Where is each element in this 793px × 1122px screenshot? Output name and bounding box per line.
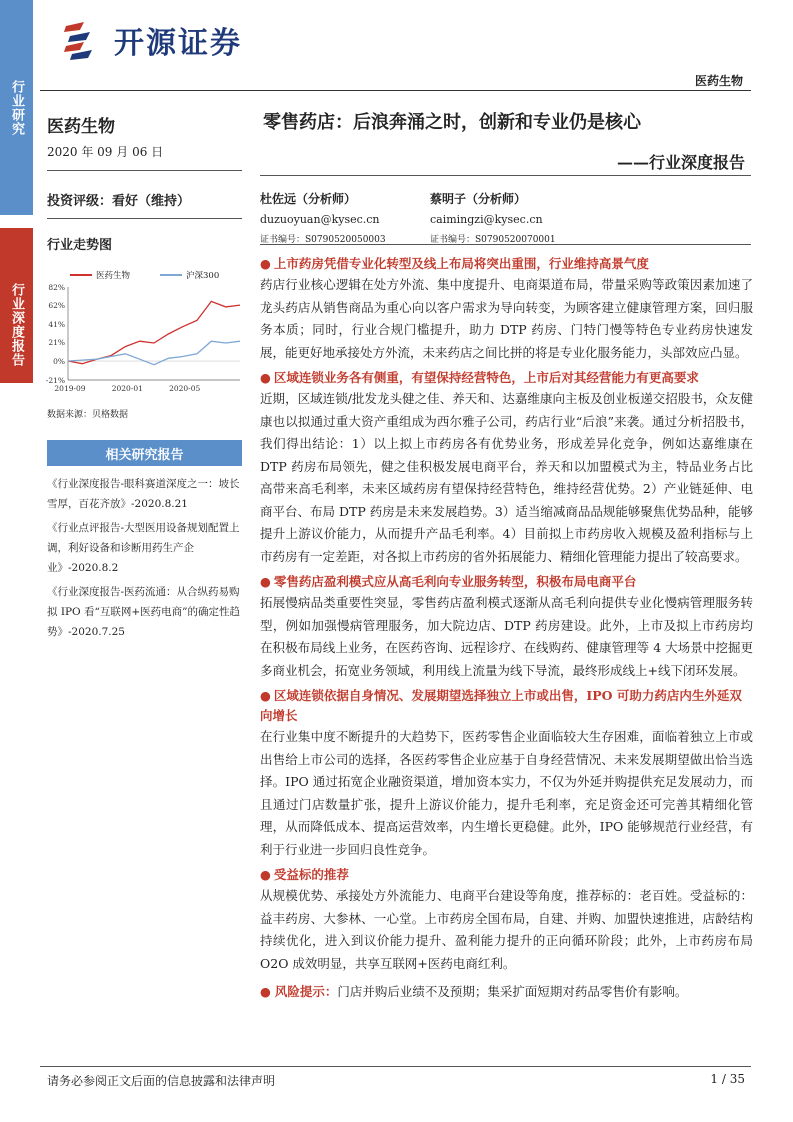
y-tick-label: 62%: [48, 301, 65, 311]
report-subtitle: ——行业深度报告: [616, 153, 745, 172]
y-tick-label: 41%: [48, 320, 65, 330]
title-divider: [260, 175, 751, 176]
section-heading: [260, 865, 753, 885]
page-number: 1 / 35: [710, 1072, 745, 1086]
section-heading: [260, 368, 753, 388]
related-report-item[interactable]: 《行业点评报告-大型医用设备规划配置上调，利好设备和诊断用药生产企业》-2020.8.2: [47, 522, 240, 574]
y-tick-label: -21%: [45, 376, 65, 385]
side-tab-label: 行业研究: [9, 80, 24, 136]
sector-title: 医药生物: [47, 117, 115, 137]
analyst-card: [260, 190, 386, 245]
x-tick-label: 2020-01: [111, 384, 143, 393]
section-heading-text: 受益标的推荐: [273, 867, 349, 882]
left-divider: [47, 218, 242, 219]
analyst-name: 蔡明子（分析师）: [430, 192, 527, 206]
trend-title: 行业走势图: [47, 238, 113, 253]
section-heading-text: 零售药店盈利模式应从高毛利向专业服务转型，积极布局电商平台: [273, 574, 637, 589]
bullet-icon: ●: [260, 688, 271, 703]
report-body: [260, 250, 753, 1004]
y-tick-label: 0%: [53, 357, 65, 367]
footer-disclaimer: 请务必参阅正文后面的信息披露和法律声明: [47, 1074, 276, 1088]
report-main-title: 零售药店：后浪奔涌之时，创新和专业仍是核心: [263, 112, 641, 133]
section-body: 在行业集中度不断提升的大趋势下，医药零售企业面临较大生存困难，面临着独立上市或出售给上市公司的选择，各医药零售企业应基于自身经营情况、未来发展期望做出恰当选择。IPO 通过拓宽企业融资渠道，增加资本实力，不仅为外延并购提供充足发展动力，而且通过门店数量扩张，提升上游议价能力，提升毛利率，充足资金还可完善其精细化管理，从而降低成本、提高运营效率，内生增长更稳健。此外，IPO 能够规范行业经营，有利于行业进一步回归良性竞争。: [260, 729, 753, 857]
header-divider: [40, 90, 751, 91]
investment-rating: 投资评级：看好（维持）: [47, 194, 191, 209]
section-body: 拓展慢病品类重要性突显，零售药店盈利模式逐渐从高毛利向提供专业化慢病管理服务转型，例如加强慢病管理服务，加大院边店、DTP 药房建设。此外，上市及拟上市药房均在积极布局线上业务，在医药咨询、远程诊疗、在线购药、健康管理等 4 大场景中挖掘更多商业机会，拓宽业务领域，利用线上流量为线下导流，最终形成线上+线下闭环发展。: [260, 595, 753, 678]
section-heading: [260, 254, 753, 274]
report-date: 2020 年 09 月 06 日: [47, 145, 164, 159]
brand-logo-icon: [62, 18, 106, 62]
brand-logo: [62, 18, 242, 62]
trend-chart: [40, 265, 245, 400]
bullet-icon: ●: [260, 984, 271, 999]
risk-note: [260, 981, 753, 1004]
section-heading-text: 区域连锁依据自身情况、发展期望选择独立上市或出售，IPO 可助力药店内生外延双向增长: [260, 688, 742, 723]
left-divider: [47, 170, 242, 171]
bullet-icon: ●: [260, 867, 271, 882]
section-heading: [260, 572, 753, 592]
legend-label: 沪深300: [186, 271, 220, 281]
data-source: 数据来源：贝格数据: [47, 410, 129, 420]
series-line-medical: [68, 301, 240, 363]
section-heading-text: 区域连锁业务各有侧重，有望保持经营特色，上市后对其经营能力有更高要求: [273, 370, 699, 385]
brand-name: 开源证券: [114, 26, 242, 61]
risk-label: 风险提示：: [274, 984, 338, 999]
y-tick-label: 82%: [48, 283, 65, 292]
analyst-name: 杜佐远（分析师）: [260, 192, 357, 206]
analyst-divider: [260, 244, 751, 245]
side-tab-label: 行业深度报告: [9, 283, 24, 367]
analyst-email[interactable]: duzuoyuan@kysec.cn: [260, 213, 380, 226]
analyst-cert: 证书编号：S0790520070001: [430, 235, 556, 245]
footer-divider: [40, 1066, 751, 1067]
section-body: 近期，区域连锁/批发龙头健之佳、养天和、达嘉维康向主板及创业板递交招股书，众友健康也以拟通过重大资产重组成为西尔雅子公司，药店行业“后浪”来袭。通过分析招股书，我们得出结论：1）以上拟上市药房各有优势业务，形成差异化竞争，例如达嘉维康在 DTP 药房布局领先，健之佳积极发展电商平台，养天和以加盟模式为主，特品业务占比高带来高毛利率，未来区域药房有望保持经营特色，维持经营优势。2）产业链延伸、电商平台、布局 DTP 药房是未来发展趋势。3）适当缩减商品品规能够聚焦优势品种，能够提升上游议价能力，从而提升产品毛利率。4）目前拟上市药房收入规模及盈利指标与上市药房有一定差距，对各拟上市药房的省外拓展能力、精细化管理能力提出了较高要求。: [260, 391, 753, 564]
related-report-item[interactable]: 《行业深度报告-眼科赛道深度之一：坡长雪厚，百花齐放》-2020.8.21: [47, 478, 240, 510]
related-reports-list: [47, 474, 242, 646]
side-tab-report-type: [0, 228, 33, 383]
related-report-item[interactable]: 《行业深度报告-医药流通：从合纵药易购拟 IPO 看“互联网+医药电商”的确定性趋势》-2020.7.25: [47, 586, 241, 638]
section-heading-text: 上市药房凭借专业化转型及线上布局将突出重围，行业维持高景气度: [273, 256, 649, 271]
section-body: 药店行业核心逻辑在处方外流、集中度提升、电商渠道布局，带量采购等政策因素加速了龙头药店从销售商品为重心向以客户需求为导向转变，为顾客建立健康管理方案，回归服务本质；同时，行业合规门槛提升，助力 DTP 药房、门特门慢等特色专业药房快速发展，能更好地承接处方外流，未来药店之间比拼的将是专业化服务能力，头部效应凸显。: [260, 277, 753, 360]
risk-text: 门店并购后业绩不及预期；集采扩面短期对药品零售价有影响。: [337, 984, 688, 999]
analyst-email[interactable]: caimingzi@kysec.cn: [430, 213, 543, 226]
bullet-icon: ●: [260, 256, 271, 271]
analyst-cert: 证书编号：S0790520050003: [260, 235, 386, 245]
x-tick-label: 2019-09: [54, 384, 86, 393]
side-tab-industry-research: [0, 0, 33, 215]
x-tick-label: 2020-05: [169, 384, 201, 393]
related-reports-header: [47, 440, 242, 466]
bullet-icon: ●: [260, 574, 271, 589]
legend-label: 医药生物: [96, 271, 131, 281]
bullet-icon: ●: [260, 370, 271, 385]
section-body: 从规模优势、承接处方外流能力、电商平台建设等角度，推荐标的：老百姓。受益标的：益丰药房、大参林、一心堂。上市药房全国布局，自建、并购、加盟快速推进，店龄结构持续优化，进入到议价能力提升、盈利能力提升的正向循环阶段；此外，上市药房布局 O2O 成效明显，共享互联网+医药电商红利。: [260, 888, 753, 971]
header-sector: 医药生物: [694, 74, 743, 88]
related-reports-title: 相关研究报告: [105, 447, 184, 463]
analyst-card: [430, 190, 556, 245]
section-heading: [260, 686, 753, 726]
y-tick-label: 21%: [48, 338, 65, 348]
